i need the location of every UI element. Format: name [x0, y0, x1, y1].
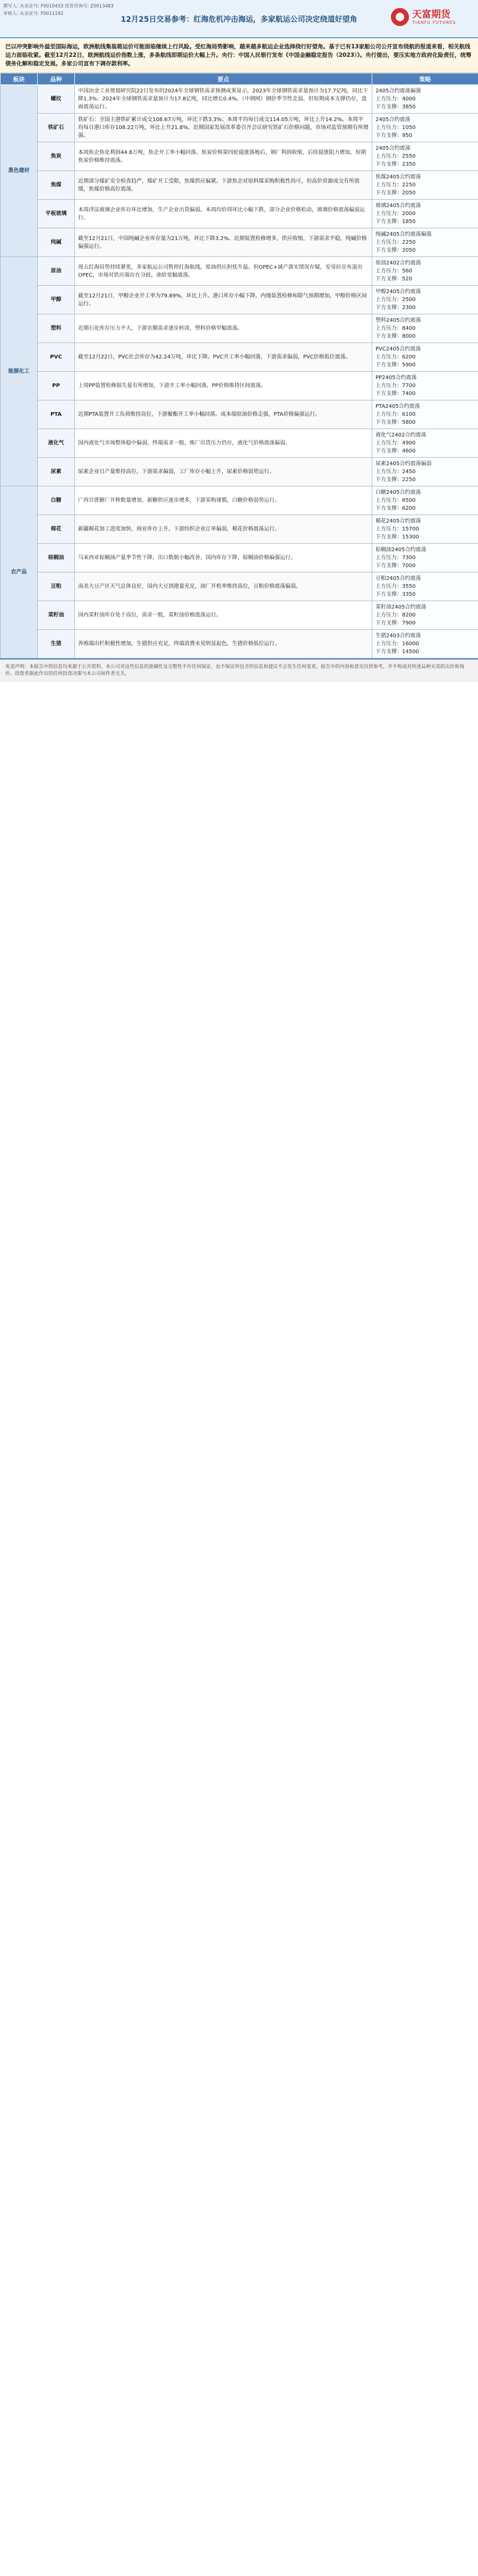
- sector-cell: 农产品: [1, 486, 38, 658]
- table-row: [1, 142, 478, 171]
- point-cell: 国内液化气市场整体稳中偏弱，终端需求一般，炼厂出货压力仍存，液化气价格震荡偏弱。: [75, 429, 372, 458]
- item-cell: 平板玻璃: [38, 200, 75, 228]
- item-cell: 塑料: [38, 314, 75, 343]
- point-cell: 近期石化库存压力不大，下游农膜需求逐步转淡，塑料价格窄幅震荡。: [75, 314, 372, 343]
- report-title: 12月25日交易参考：红海危机冲击海运，多家航运公司决定绕道好望角: [121, 15, 357, 24]
- point-cell: 本周浮法玻璃企业库存环比增加，生产企业出货偏弱。本周均价周环比小幅下跌，部分企业价格松动，玻璃价格震荡偏弱运行。: [75, 200, 372, 228]
- point-cell: 截至12月21日，甲醇企业开工率为79.89%，环比上升。港口库存小幅下降，内地装置检修和限气预期增加，甲醇价格区间运行。: [75, 286, 372, 314]
- item-cell: 尿素: [38, 458, 75, 486]
- item-cell: PTA: [38, 400, 75, 429]
- point-cell: 近期部分煤矿安全检查趋严，煤矿开工受限，焦煤供应偏紧。下游焦企对原料煤采购积极性尚可，但高价资源成交有所放缓，焦煤价格高位震荡。: [75, 171, 372, 200]
- table-row: [1, 458, 478, 486]
- item-cell: 白糖: [38, 486, 75, 515]
- point-cell: 近期PTA装置开工负荷维持高位，下游聚酯开工率小幅回落。成本端原油价格走强，PTA价格偏强运行。: [75, 400, 372, 429]
- reviewer-line: 审核人: 从业证号: F0011192: [3, 11, 64, 16]
- col-item: 品种: [38, 73, 75, 85]
- strategy-cell: 白糖2405合约震荡 上方压力：6500 下方支撑：6200: [372, 486, 478, 515]
- report-header: [0, 0, 478, 38]
- point-cell: 南美大豆产区天气总体良好，国内大豆到港量充足，油厂开机率维持高位，豆粕价格震荡偏弱。: [75, 572, 372, 601]
- item-cell: 焦炭: [38, 142, 75, 171]
- table-row: [1, 400, 478, 429]
- table-row: [1, 314, 478, 343]
- item-cell: 甲醇: [38, 286, 75, 314]
- col-sector: 板块: [1, 73, 38, 85]
- strategy-cell: PVC2405合约震荡 上方压力：6200 下方支撑：5900: [372, 343, 478, 372]
- point-cell: 上周PP装置检修损失量有所增加，下游开工率小幅回落，PP价格维持区间震荡。: [75, 372, 372, 400]
- item-cell: 焦煤: [38, 171, 75, 200]
- table-row: [1, 515, 478, 544]
- table-header-row: [1, 73, 478, 85]
- point-cell: 国内菜籽油库存处于高位，需求一般，菜籽油价格震荡运行。: [75, 601, 372, 630]
- col-strategy: 策略: [372, 73, 478, 85]
- strategy-cell: 豆粕2405合约震荡 上方压力：3550 下方支撑：3350: [372, 572, 478, 601]
- table-row: [1, 114, 478, 142]
- table-row: [1, 286, 478, 314]
- point-cell: 尿素企业日产量维持高位，下游需求偏弱，工厂库存小幅上升，尿素价格弱势运行。: [75, 458, 372, 486]
- item-cell: 棕榈油: [38, 544, 75, 572]
- strategy-cell: 尿素2405合约震荡偏弱 上方压力：2450 下方支撑：2250: [372, 458, 478, 486]
- summary-block: 巴以冲突影响外溢至国际海运，欧洲航线集装箱运价可能面临继续上行风险。受红海局势影响，越来越多航运企业选择绕行好望角。基于已有13家船公司公开宣布绕航的报道来看，相关航线运力面临收紧。截至12月22日，欧洲航线运价指数上涨，多条航线即期运价大幅上升。央行：中国人民银行发布《中国金融稳定报告（2023）》。央行提出，要压实地方政府化险责任，统筹债务化解和稳定发展。多家公司宣布下调存款利率。: [0, 38, 478, 73]
- strategy-cell: 棕榈油2405合约震荡 上方压力：7300 下方支撑：7000: [372, 544, 478, 572]
- point-cell: 中国冶金工业规划研究院22日发布的2024年全球钢铁需求预测成果显示，2023年全球钢铁需求量预计为17.7亿吨，同比下降1.3%；2024年全球钢铁需求量预计为17.8亿吨，同比增长0.4%。（中钢网）钢价季节性走弱，但短期成本支撑仍存，盘面震荡运行。: [75, 85, 372, 114]
- point-cell: 本周焦企焦化利润44.8万吨，焦企开工率小幅回落。焦炭价格第四轮提涨落地后，钢厂利润收缩，后续提涨阻力增加，短期焦炭价格维持震荡。: [75, 142, 372, 171]
- table-row: [1, 544, 478, 572]
- item-cell: PP: [38, 372, 75, 400]
- item-cell: 铁矿石: [38, 114, 75, 142]
- item-cell: 豆粕: [38, 572, 75, 601]
- sector-cell: 能源化工: [1, 257, 38, 486]
- table-row: [1, 429, 478, 458]
- item-cell: 原油: [38, 257, 75, 286]
- table-row: [1, 85, 478, 114]
- point-cell: 铁矿石：全国主港铁矿累计成交108.67万吨，环比下跌3.3%；本周平均每日成交114.05万吨，环比上升14.2%。本周平均每日港口库存108.22万吨，环比上升21.8%。近期国家发展改革委召开会议研究铁矿石价格问题，市场对监管预期有所增强。: [75, 114, 372, 142]
- logo-cn: 天富期货: [412, 8, 450, 20]
- company-logo: [391, 6, 471, 28]
- item-cell: 纯碱: [38, 228, 75, 257]
- logo-en: TIANFU FUTURES: [412, 20, 456, 25]
- item-cell: 螺纹: [38, 85, 75, 114]
- strategy-cell: 焦煤2405合约震荡 上方压力：2250 下方支撑：2050: [372, 171, 478, 200]
- table-row: [1, 572, 478, 601]
- table-row: [1, 372, 478, 400]
- point-cell: 广西甘蔗糖厂开榨数量增加，新糖供应逐步增多，下游采购谨慎，白糖价格弱势运行。: [75, 486, 372, 515]
- logo-mark-icon: [391, 8, 409, 26]
- table-row: [1, 630, 478, 658]
- strategy-cell: 棉花2405合约震荡 上方压力：15700 下方支撑：15300: [372, 515, 478, 544]
- item-cell: 菜籽油: [38, 601, 75, 630]
- strategy-cell: PP2405合约震荡 上方压力：7700 下方支撑：7400: [372, 372, 478, 400]
- strategy-cell: 塑料2405合约震荡 上方压力：8400 下方支撑：8000: [372, 314, 478, 343]
- sector-cell: 黑色建材: [1, 85, 38, 257]
- strategy-cell: 生猪2403合约震荡 上方压力：16000 下方支撑：14500: [372, 630, 478, 658]
- point-cell: 养殖端出栏积极性增加，生猪供应充足，终端消费未见明显起色，生猪价格低位运行。: [75, 630, 372, 658]
- table-row: [1, 257, 478, 286]
- trade-reference-table: [0, 73, 478, 658]
- table-row: [1, 171, 478, 200]
- strategy-cell: 甲醇2405合约震荡 上方压力：2500 下方支撑：2300: [372, 286, 478, 314]
- strategy-cell: 液化气2402合约震荡 上方压力：4900 下方支撑：4600: [372, 429, 478, 458]
- item-cell: 液化气: [38, 429, 75, 458]
- point-cell: 周五红海局势持续紧张，多家航运公司暂停红海航线，原油供应担忧升温。但OPEC+减产落实情况存疑，安哥拉宣布退出OPEC，市场对供应端存在分歧，油价宽幅震荡。: [75, 257, 372, 286]
- strategy-cell: 原油2402合约震荡 上方压力：560 下方支撑：520: [372, 257, 478, 286]
- item-cell: 棉花: [38, 515, 75, 544]
- disclaimer: 免责声明：本报告中的信息均来源于公开资料，本公司对这些信息的准确性及完整性不作任何保证，也不保证所包含的信息和建议不会发生任何变更。报告中的内容和意见仅供参考，并不构成对所述品种买卖的出价和询价。投资者据此作出的任何投资决策与本公司和作者无关。: [0, 658, 478, 682]
- table-row: [1, 343, 478, 372]
- strategy-cell: 2405合约震荡偏强 上方压力：4000 下方支撑：3850: [372, 85, 478, 114]
- point-cell: 马来西亚棕榈油产量季节性下降，出口数据小幅改善，国内库存下降，棕榈油价格偏强运行。: [75, 544, 372, 572]
- strategy-cell: PTA2405合约震荡 上方压力：6100 下方支撑：5800: [372, 400, 478, 429]
- table-row: [1, 200, 478, 228]
- point-cell: 新疆棉花加工进度加快，商业库存上升，下游纺织企业订单偏弱，棉花价格震荡运行。: [75, 515, 372, 544]
- point-cell: 截至12月22日，PVC社会库存为42.24万吨，环比下降。PVC开工率小幅回落，下游需求偏弱，PVC价格低位震荡。: [75, 343, 372, 372]
- strategy-cell: 2405合约震荡 上方压力：1050 下方支撑：950: [372, 114, 478, 142]
- col-point: 要点: [75, 73, 372, 85]
- table-row: [1, 601, 478, 630]
- point-cell: 截至12月21日，中国纯碱企业库存量为21万吨，环比下降3.2%。近期装置检修增多，供应收缩，下游需求平稳，纯碱价格偏强运行。: [75, 228, 372, 257]
- strategy-cell: 玻璃2405合约震荡 上方压力：2000 下方支撑：1850: [372, 200, 478, 228]
- strategy-cell: 纯碱2405合约震荡偏强 上方压力：2250 下方支撑：2050: [372, 228, 478, 257]
- item-cell: PVC: [38, 343, 75, 372]
- strategy-cell: 菜籽油2405合约震荡 上方压力：8200 下方支撑：7900: [372, 601, 478, 630]
- item-cell: 生猪: [38, 630, 75, 658]
- table-row: [1, 486, 478, 515]
- strategy-cell: 2405合约震荡 上方压力：2550 下方支撑：2350: [372, 142, 478, 171]
- author-line: 撰写人: 从业证号: F0010433 投资咨询号: Z0013483: [3, 4, 114, 9]
- table-row: [1, 228, 478, 257]
